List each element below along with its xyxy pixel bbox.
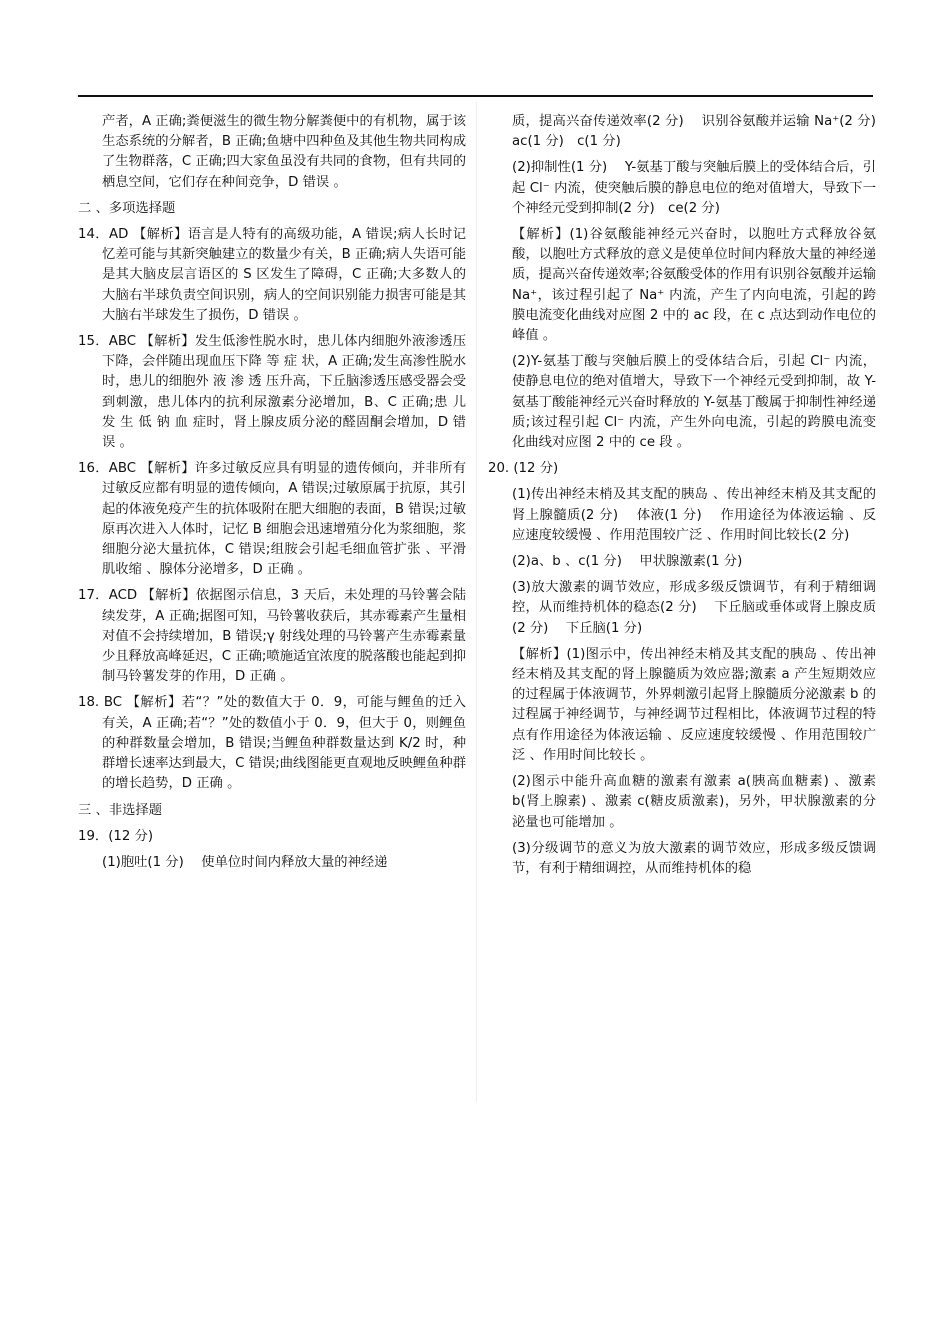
answer-20-part1: (1)传出神经末梢及其支配的胰岛 、传出神经末梢及其支配的肾上腺髓质(2 分) 体液(1 分) 作用途径为体液运输 、反应速度较缓慢 、作用范围较广泛 、作用时间比较长(2 分) bbox=[512, 487, 876, 543]
column-divider bbox=[476, 102, 477, 1102]
right-column bbox=[488, 112, 890, 885]
answer-15: 15．ABC 【解析】发生低渗性脱水时，患儿体内细胞外液渗透压下降，会伴随出现血压下降 等 症 状，A 正确;发生高渗性脱水时，患儿的细胞外 液 渗 透 压升高，下丘脑渗透压感受器会受到刺激，患儿体内的抗利尿激素分泌增加，B、C 正确;患 儿 发 生 低 钠 血 症时，肾上腺皮质分泌的醛固酮会增加，D 错误 。 bbox=[78, 334, 466, 451]
section-non-choice-heading: 三 、非选择题 bbox=[78, 802, 163, 818]
answer-20-explanation-1: 【解析】(1)图示中，传出神经末梢及其支配的胰岛 、传出神经末梢及其支配的肾上腺髓质为效应器;激素 a 产生短期效应的过程属于体液调节，外界刺激引起肾上腺髓质分泌激素 b 的过程属于神经调节，与神经调节过程相比，体液调节过程的特点有作用途径为体液运输 、反应速度较缓慢 、作用范围较广泛 、作用时间比较长 。 bbox=[512, 646, 876, 763]
answer-19-explanation-1: 【解析】(1)谷氨酸能神经元兴奋时，以胞吐方式释放谷氨酸，以胞吐方式释放的意义是使单位时间内释放大量的神经递质，提高兴奋传递效率;谷氨酸受体的作用有识别谷氨酸并运输 Na⁺，该过程引起了 Na⁺ 内流，产生了内向电流，引起的跨膜电流变化曲线对应图 2 中的 ac 段，在 c 点达到动作电位的峰值 。 bbox=[512, 227, 876, 344]
answer-20-part3: (3)放大激素的调节效应，形成多级反馈调节，有利于精细调控，从而维持机体的稳态(2 分) 下丘脑或垂体或肾上腺皮质(2 分) 下丘脑(1 分) bbox=[512, 580, 876, 636]
answer-18: 18. BC 【解析】若“？”处的数值大于 0．9，可能与鲤鱼的迁入有关，A 正确;若“？”处的数值小于 0．9，但大于 0，则鲤鱼的种群数量会增加，B 错误;当鲤鱼种群数量达到 K/2 时，种群增长速率达到最大，C 错误;曲线图能更直观地反映鲤鱼种群的增长趋势，D 正确 。 bbox=[78, 695, 466, 792]
answer-17: 17．ACD 【解析】依据图示信息，3 天后，未处理的马铃薯会陆续发芽，A 正确;据图可知，马铃薯收获后，其赤霉素产生量相对值不会持续增加，B 错误;γ 射线处理的马铃薯产生赤霉素量少且释放高峰延迟，C 正确;喷施适宜浓度的脱落酸也能起到抑制马铃薯发芽的作用，D 正确 。 bbox=[78, 588, 466, 685]
answer-14: 14．AD 【解析】语言是人特有的高级功能，A 错误;病人长时记忆差可能与其新突触建立的数量少有关，B 正确;病人失语可能是其大脑皮层言语区的 S 区发生了障碍，C 正确;大多数人的大脑右半球负责空间识别，病人的空间识别能力损害可能是其大脑右半球发生了损伤，D 错误 。 bbox=[78, 227, 466, 323]
answer-19-part2: (2)抑制性(1 分) Y-氨基丁酸与突触后膜上的受体结合后，引起 Cl⁻ 内流，使突触后膜的静息电位的绝对值增大，导致下一个神经元受到抑制(2 分) ce(2 分) bbox=[512, 160, 876, 216]
answer-20-heading: 20. (12 分) bbox=[488, 461, 559, 477]
q13-continuation: 产者，A 正确;粪便滋生的微生物分解粪便中的有机物，属于该生态系统的分解者，B 正确;鱼塘中四种鱼及其他生物共同构成了生物群落，C 正确;四大家鱼虽没有共同的食物，但有共同的栖息空间，它们存在种间竞争，D 错误 。 bbox=[102, 114, 466, 190]
answer-19-part1: (1)胞吐(1 分) 使单位时间内释放大量的神经递 bbox=[102, 854, 388, 870]
answer-19-heading: 19．(12 分) bbox=[78, 828, 154, 844]
left-column bbox=[78, 112, 466, 879]
answer-16: 16．ABC 【解析】许多过敏反应具有明显的遗传倾向，并非所有过敏反应都有明显的遗传倾向，A 错误;过敏原属于抗原，其引起的体液免疫产生的抗体吸附在肥大细胞的表面，B 错误;过敏原再次进入人体时，记忆 B 细胞会迅速增殖分化为浆细胞，浆细胞分泌大量抗体，C 错误;组胺会引起毛细血管扩张 、平滑肌收缩 、腺体分泌增多，D 正确 。 bbox=[78, 461, 466, 578]
answer-20-part2: (2)a、b 、c(1 分) 甲状腺激素(1 分) bbox=[512, 554, 743, 570]
section-multiple-choice-heading: 二 、多项选择题 bbox=[78, 200, 176, 216]
answer-20-explanation-2: (2)图示中能升高血糖的激素有激素 a(胰高血糖素) 、激素 b(肾上腺素) 、激素 c(糖皮质激素)，另外，甲状腺激素的分泌量也可能增加 。 bbox=[512, 774, 876, 830]
answer-20-explanation-3: (3)分级调节的意义为放大激素的调节效应，形成多级反馈调节，有利于精细调控，从而维持机体的稳 bbox=[512, 840, 876, 876]
answer-19-part1-continued: 质，提高兴奋传递效率(2 分) 识别谷氨酸并运输 Na⁺(2 分) ac(1 分) c(1 分) bbox=[512, 114, 890, 150]
header-rule bbox=[78, 95, 873, 97]
answer-19-explanation-2: (2)Y-氨基丁酸与突触后膜上的受体结合后，引起 Cl⁻ 内流，使静息电位的绝对值增大，导致下一个神经元受到抑制，故 Y-氨基丁酸能神经元兴奋时释放的 Y-氨基丁酸属于抑制性神经递质;该过程引起 Cl⁻ 内流，产生外向电流，引起的跨膜电流变化曲线对应图 2 中的 ce 段 。 bbox=[512, 354, 876, 451]
